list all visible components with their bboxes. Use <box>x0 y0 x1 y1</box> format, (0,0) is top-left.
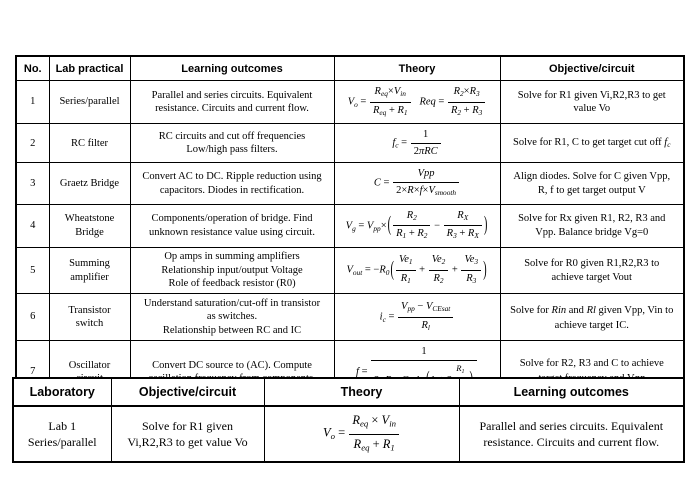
text-line: switch <box>75 318 104 330</box>
cell-outcomes <box>130 81 334 124</box>
cell-no <box>16 204 49 247</box>
formula: $i_c$ = $\frac{V_{pp} - V_{CEsat}}{R_l}$ <box>338 298 497 336</box>
text-line: Align diodes. Solve for C given Vpp, <box>513 171 671 182</box>
formula: $f_c$ = $\frac{1}{\text{2πRC}}$ <box>338 126 497 160</box>
cell-theory <box>334 204 500 247</box>
cell-no <box>16 124 49 163</box>
fraction: $\frac{\text{Vpp}}{2\times R\times f\times V_{smooth}}$ <box>393 167 459 199</box>
cell-practical <box>49 81 130 124</box>
cell-outcomes <box>130 248 334 294</box>
text-line: Op amps in summing amplifiers <box>164 251 300 263</box>
cell-practical <box>49 204 130 247</box>
text-line: 5 <box>30 264 36 276</box>
text-line: Vpp. Balance bridge Vg=0 <box>535 226 649 238</box>
cell-theory <box>264 406 459 462</box>
cell-theory <box>334 163 500 204</box>
text-line: 4 <box>30 220 36 232</box>
text-line: achieve target Vout <box>551 271 632 283</box>
column-header: Theory <box>264 378 459 406</box>
text-line: unknown resistance value using circuit. <box>149 226 315 238</box>
column-header: Theory <box>334 56 500 81</box>
text-line: value Vo <box>573 103 611 115</box>
cell-no <box>16 163 49 204</box>
table-header-row <box>16 56 684 81</box>
column-header: Objective/circuit <box>111 378 264 406</box>
cell-practical <box>49 163 130 204</box>
fraction: $\frac{R_X}{R_3 + R_X}$ <box>444 209 482 243</box>
text-line: 2 <box>30 137 36 149</box>
text-line: Wheatstone <box>64 213 115 225</box>
table-row <box>16 81 684 124</box>
text-line: Relationship input/output Voltage <box>161 264 303 276</box>
text-line: Solve for R0 given R1,R2,R3 to <box>524 258 660 270</box>
fraction: $\frac{R_2\times R_3}{R_2 + R_3}$ <box>448 85 485 119</box>
fraction: $R_1$ <box>453 362 467 400</box>
cell-objective <box>500 294 684 341</box>
formula: Solve for Rin and Rl given Vpp, Vin to <box>510 304 674 316</box>
text-line: Components/operation of bridge. Find <box>151 213 313 225</box>
table-row <box>16 163 684 204</box>
fraction: $\frac{Ve_1}{R_1}$ <box>396 253 416 287</box>
text-line: RC filter <box>70 137 109 149</box>
column-header: No. <box>16 56 49 81</box>
formula: C = $\frac{\text{Vpp}}{2\times R\times f\times V_{smooth}}$ <box>338 165 497 201</box>
table-row <box>13 406 684 462</box>
fraction: $\frac{V_{pp} - V_{CEsat}}{R_l}$ <box>398 300 453 334</box>
cell-outcomes <box>130 163 334 204</box>
text-line: 3 <box>30 177 36 189</box>
text-line: R, f to get target output V <box>537 184 646 196</box>
text-line: 1 <box>30 96 36 108</box>
cell-practical <box>49 294 130 341</box>
cell-lab <box>13 406 111 462</box>
text-line: Convert DC source to (AC). Compute <box>152 359 312 371</box>
formula: $V_o$ = $\frac{R_{eq}\times V_{in}}{R_{eq} + R_1}$ Req = $\frac{R_2\times R_3}{R_2 + R_3}$ <box>338 83 497 121</box>
formula: $V_o$ = $\frac{R_{eq} \times V_{in}}{R_{eq} + R_1}$ <box>268 410 456 457</box>
text-line: RC circuits and cut off frequencies <box>158 130 306 142</box>
text-line: Solve for R1 given Vi,R2,R3 to get <box>517 89 666 101</box>
column-header: Objective/circuit <box>500 56 684 81</box>
fraction: $\frac{1}{\text{2πRC}}$ <box>411 128 441 158</box>
text-line: Relationship between RC and IC <box>162 324 302 336</box>
fraction: $\frac{R_2}{R_1 + R_2}$ <box>393 209 430 243</box>
cell-outcomes <box>130 124 334 163</box>
text-line: Transistor <box>68 304 111 316</box>
text-line: Graetz Bridge <box>59 177 120 189</box>
formula: $V_{out} = -R_0$( $\frac{Ve_1}{R_1}$ + $\frac{Ve_2}{R_2}$ + $\frac{Ve_3}{R_3}$ ) <box>338 251 497 289</box>
cell-objective <box>111 406 264 462</box>
cell-outcomes <box>130 204 334 247</box>
lab-practicals-table <box>15 55 685 405</box>
column-header: Laboratory <box>13 378 111 406</box>
cell-objective <box>500 81 684 124</box>
formula: f = $\frac{1}{R_1}$ <box>338 343 497 401</box>
text-line: amplifier <box>70 271 109 283</box>
text-line: achieve target IC. <box>554 320 629 332</box>
table-row <box>16 248 684 294</box>
text-line: Series/parallel <box>27 435 97 449</box>
column-header: Learning outcomes <box>130 56 334 81</box>
text-line: Understand saturation/cut-off in transistor <box>143 297 321 309</box>
text-line: Solve for Rx given R1, R2, R3 and <box>518 213 666 225</box>
cell-theory <box>334 124 500 163</box>
cell-practical <box>49 124 130 163</box>
table-header-row <box>13 378 684 406</box>
cell-practical <box>49 248 130 294</box>
text-line: Low/high pass filters. <box>186 144 278 156</box>
column-header: Lab practical <box>49 56 130 81</box>
cell-theory <box>334 81 500 124</box>
text-line: Solve for R1 given <box>142 418 233 433</box>
cell-no <box>16 248 49 294</box>
text-line: as switches. <box>206 311 258 323</box>
formula: $V_g = V_{pp}\times$( $\frac{R_2}{R_1 + R_2}$ − $\frac{R_X}{R_3 + R_X}$ ) <box>338 207 497 245</box>
fraction: $\frac{R_{eq}\times V_{in}}{R_{eq} + R_1}$ <box>370 85 411 119</box>
cell-objective <box>500 163 684 204</box>
text-line: 6 <box>30 311 36 323</box>
cell-objective <box>500 204 684 247</box>
text-line: Parallel and series circuits. Equivalent <box>479 418 664 433</box>
fraction: $\frac{Ve_3}{R_3}$ <box>461 253 481 287</box>
cell-objective <box>500 248 684 294</box>
table-row <box>16 204 684 247</box>
table-row <box>16 124 684 163</box>
cell-theory <box>334 294 500 341</box>
fraction: $\frac{Ve_2}{R_2}$ <box>429 253 449 287</box>
text-line: Solve for R2, R3 and C to achieve <box>519 357 664 369</box>
text-line: Series/parallel <box>59 96 120 108</box>
text-line: Parallel and series circuits. Equivalent <box>151 89 313 101</box>
text-line: 7 <box>30 366 36 378</box>
formula: Solve for R1, C to get target cut off $f_c$ <box>513 136 671 149</box>
text-line: Summing <box>69 258 110 270</box>
cell-no <box>16 294 49 341</box>
cell-outcomes <box>459 406 684 462</box>
text-line: Oscillator <box>68 359 111 371</box>
fraction: $\frac{R_{eq} \times V_{in}}{R_{eq} + R_1}$ <box>349 412 399 455</box>
text-line: capacitors. Diodes in rectification. <box>159 184 305 196</box>
cell-objective <box>500 124 684 163</box>
text-line: resistance. Circuits and current flow. <box>155 103 309 115</box>
text-line: Role of feedback resistor (R0) <box>168 278 296 290</box>
cell-theory <box>334 248 500 294</box>
cell-no <box>16 81 49 124</box>
text-line: Convert AC to DC. Ripple reduction using <box>142 171 322 182</box>
text-line: Vi,R2,R3 to get value Vo <box>127 435 248 449</box>
text-line: Bridge <box>75 226 104 238</box>
cell-outcomes <box>130 294 334 341</box>
table-row <box>16 294 684 341</box>
text-line: resistance. Circuits and current flow. <box>483 435 660 449</box>
fraction: $\frac{1}{R_1}$ <box>371 345 477 399</box>
text-line: Lab 1 <box>48 418 77 433</box>
lab1-summary-table <box>12 377 685 463</box>
column-header: Learning outcomes <box>459 378 684 406</box>
